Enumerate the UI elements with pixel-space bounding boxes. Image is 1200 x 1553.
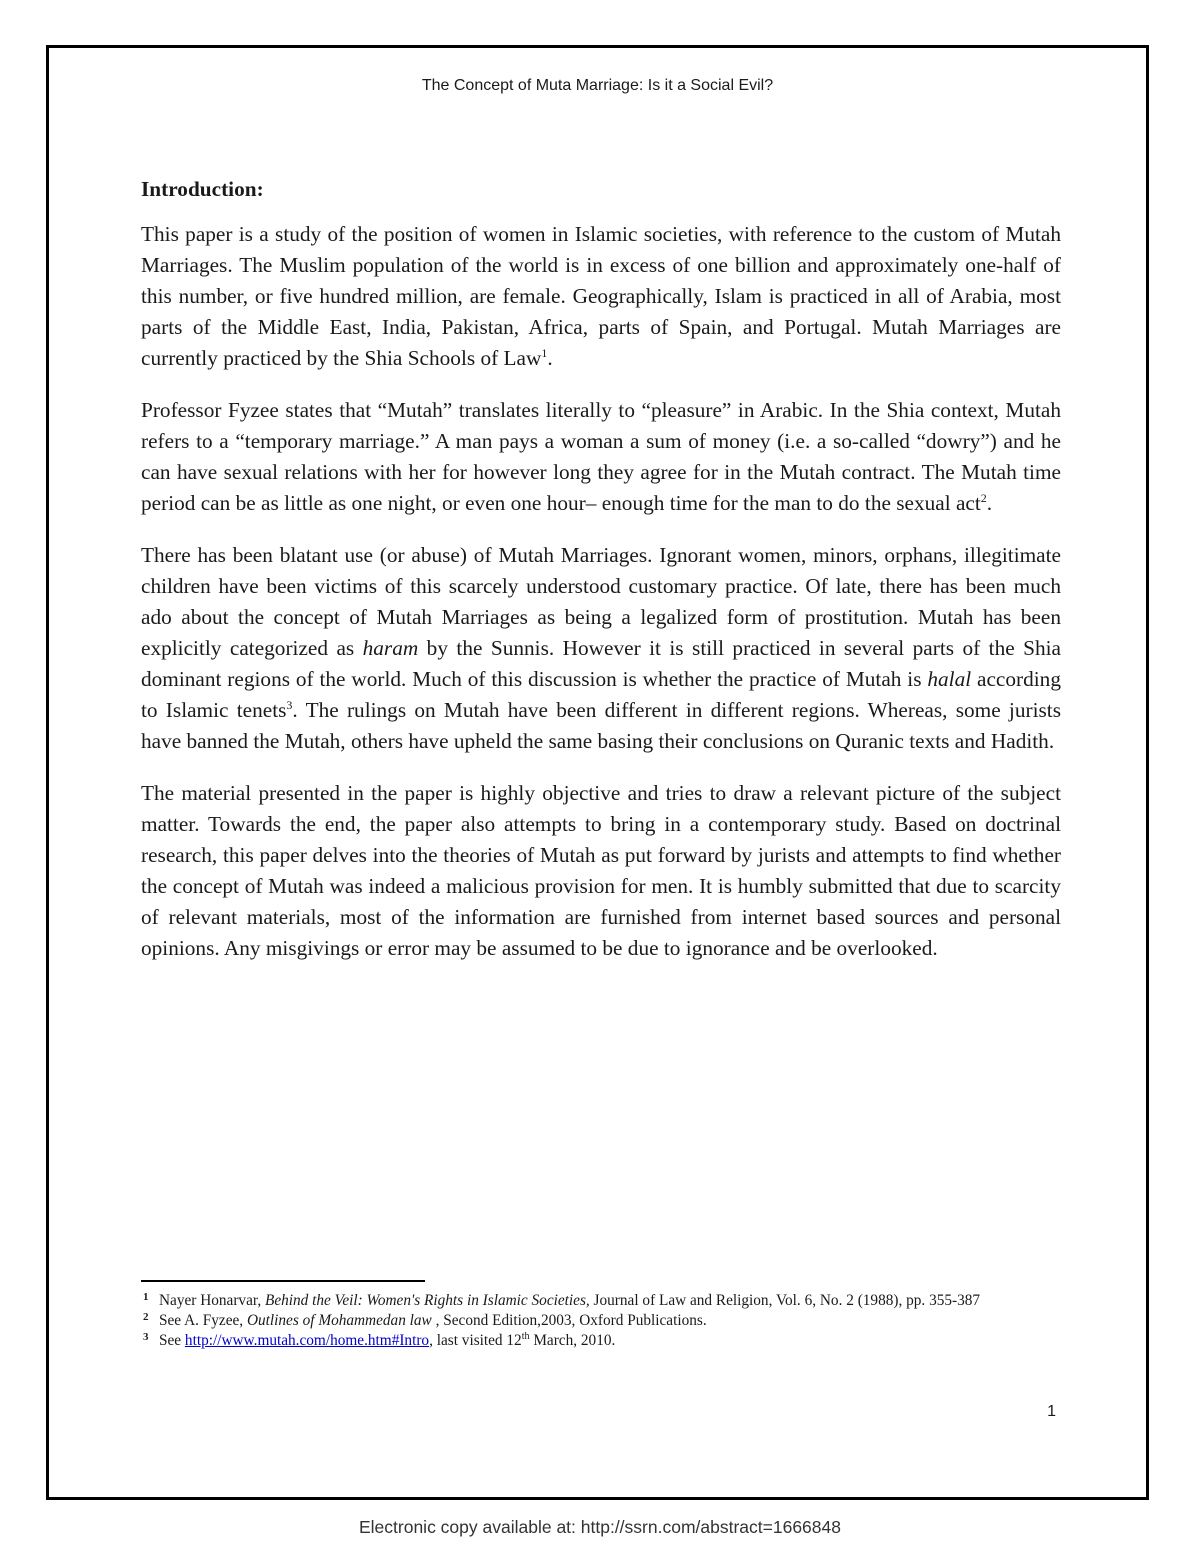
footnote-2-citation: , Second Edition,2003, Oxford Publications. [431, 1312, 707, 1329]
footnote-ref-3[interactable]: 3 [286, 697, 293, 712]
paragraph-3 [141, 540, 1061, 757]
footnote-2-title: Outlines of Mohammedan law [246, 1312, 432, 1329]
document-page [46, 45, 1149, 1500]
paragraph-2 [141, 395, 1061, 519]
running-header: The Concept of Muta Marriage: Is it a Social Evil? [421, 77, 774, 94]
paragraph-4: The material presented in the paper is highly objective and tries to draw a relevant picture of the subject matter. Towards the end, the paper also attempts to bring in a contemporary study. Based on doctrinal research, this paper delves into the theories of Mutah as put forward by jurists and attempts to find whether the concept of Mutah was indeed a malicious provision for men. It is humbly submitted that due to scarcity of relevant materials, most of the information are furnished from internet based sources and personal opinions. Any misgivings or error may be assumed to be due to ignorance and be overlooked. [141, 781, 1061, 960]
paragraph-1-text: This paper is a study of the position of women in Islamic societies, with reference to the custom of Mutah Marriages. The Muslim population of the world is in excess of one billion and approximately one-half of this number, or five hundred million, are female. Geographically, Islam is practiced in all of Arabia, most parts of the Middle East, India, Pakistan, Africa, parts of Spain, and Portugal. Mutah Marriages are currently practiced by the Shia Schools of Law [141, 222, 1061, 370]
footnote-3-prefix: See [159, 1332, 185, 1349]
footnote-1 [141, 1291, 1061, 1311]
term-halal: halal [927, 667, 972, 691]
footnotes [141, 1291, 1061, 1351]
page-number: 1 [1047, 1403, 1056, 1420]
term-haram: haram [362, 636, 419, 660]
footnote-2-prefix: See A. Fyzee, [159, 1312, 247, 1329]
footnote-2 [141, 1311, 1061, 1331]
footnote-3-ordinal: th [521, 1330, 530, 1342]
ssrn-footer: Electronic copy available at: http://ssrn.com/abstract=1666848 [358, 1517, 841, 1537]
footnote-separator [141, 1280, 425, 1282]
footnote-1-title: Behind the Veil: Women's Rights in Islamic Societies, [265, 1292, 590, 1309]
paragraph-3-text-d: . The rulings on Mutah have been different in different regions. Whereas, some jurists have banned the Mutah, others have upheld the same basing their conclusions on Quranic texts and Hadith. [141, 698, 1061, 753]
footnote-3-number: 3 [143, 1331, 149, 1343]
paragraph-2-end: . [986, 491, 993, 515]
paragraph-1-end: . [547, 346, 553, 370]
footnote-1-citation: Journal of Law and Religion, Vol. 6, No. 2 (1988), pp. 355-387 [589, 1292, 981, 1309]
paragraph-3-text-c: according to Islamic tenets [141, 667, 1061, 722]
paragraph-3-text-a: There has been blatant use (or abuse) of Mutah Marriages. Ignorant women, minors, orphans, illegitimate children have been victims of this scarcely understood customary practice. Of late, there has been much ado about the concept of Mutah Marriages as being a legalized form of prostitution. Mutah has been explicitly categorized as [141, 543, 1061, 660]
section-heading: Introduction: [141, 177, 264, 201]
paragraph-2-text: Professor Fyzee states that “Mutah” translates literally to “pleasure” in Arabic. In the Shia context, Mutah refers to a “temporary marriage.” A man pays a woman a sum of money (i.e. a so-called “dowry”) and he can have sexual relations with her for however long they agree for in the Mutah contract. The Mutah time period can be as little as one night, or even one hour– enough time for the man to do the sexual act [141, 398, 1061, 515]
paragraph-3-text-b: by the Sunnis. However it is still practiced in several parts of the Shia dominant regions of the world. Much of this discussion is whether the practice of Mutah is [141, 636, 1061, 691]
footnote-3-date: March, 2010. [529, 1332, 616, 1349]
footnote-2-number: 2 [143, 1311, 149, 1323]
footnote-3-link[interactable]: http://www.mutah.com/home.htm#Intro [184, 1332, 430, 1349]
footnote-3-visited: , last visited 12 [429, 1332, 522, 1349]
paragraph-1 [141, 219, 1061, 374]
footnote-1-number: 1 [143, 1291, 149, 1303]
footnote-3 [141, 1331, 1061, 1351]
footnote-ref-2[interactable]: 2 [980, 490, 987, 505]
footnote-ref-1[interactable]: 1 [541, 345, 548, 360]
body-text [141, 174, 1061, 985]
footnote-1-author: Nayer Honarvar, [159, 1292, 265, 1309]
